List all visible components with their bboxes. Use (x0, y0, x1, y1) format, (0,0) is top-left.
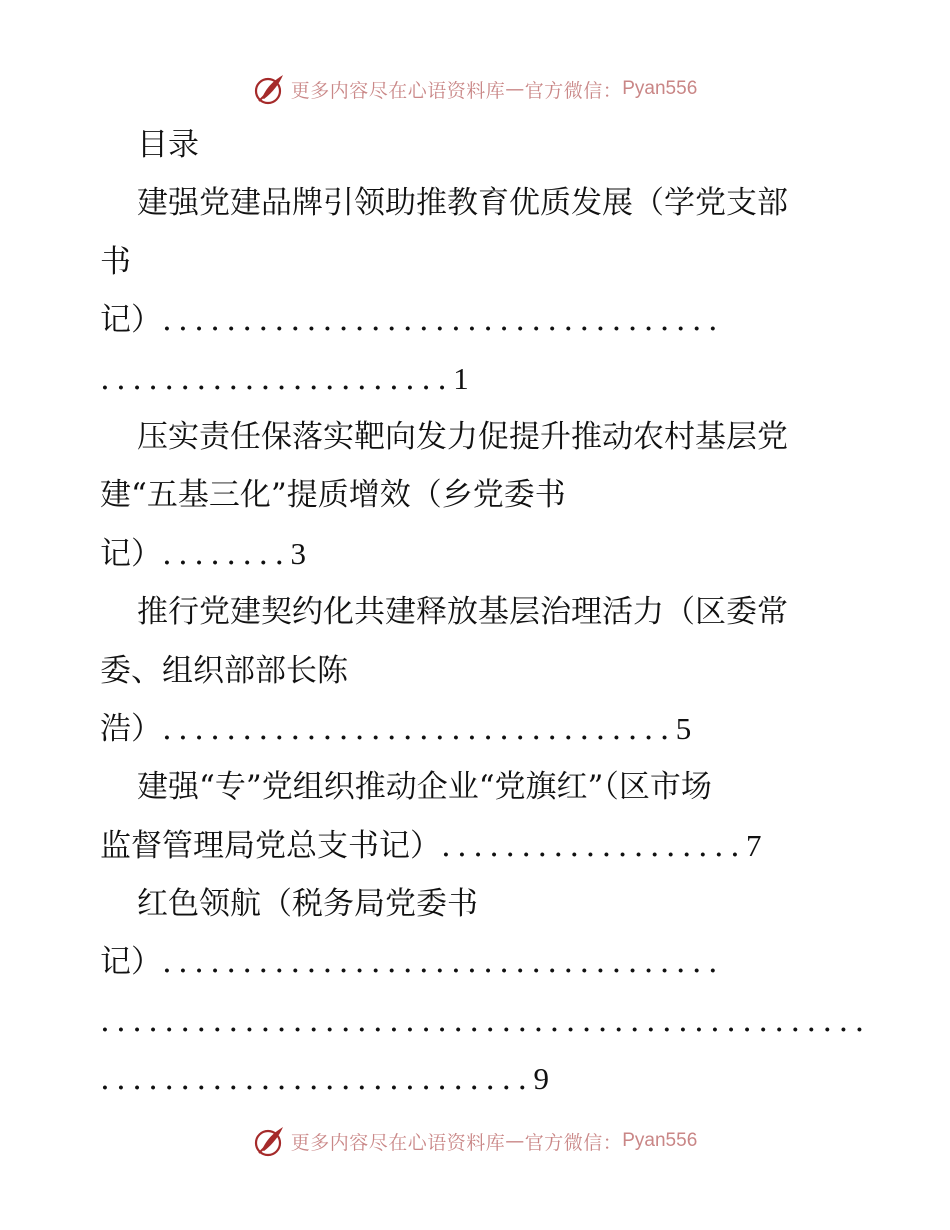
toc-entry-title: 记） (100, 535, 162, 572)
toc-entry-title: 书 (100, 243, 131, 280)
watermark-banner-bottom (0, 1124, 950, 1158)
toc-entry-title: 压实责任保落实靶向发力促提升推动农村基层党 (137, 418, 788, 455)
watermark-text: 更多内容尽在心语资料库 (290, 79, 506, 102)
watermark-separator: — (505, 1130, 525, 1152)
watermark-text: 更多内容尽在心语资料库 (290, 1131, 506, 1154)
toc-page-number: 9 (533, 1061, 549, 1097)
toc-page-number: 3 (290, 535, 306, 571)
toc-entry-3[interactable] (100, 583, 852, 758)
toc-entry-title: 监督管理局党总支书记） (100, 827, 441, 864)
toc-entry-5[interactable] (100, 875, 871, 1109)
toc-leader-dots: ................................... (162, 302, 724, 339)
toc-entry-title: 记） (100, 302, 162, 339)
toc-entry-title: 建“五基三化”提质增效（乡党委书 (100, 477, 566, 514)
toc-leader-dots: ................................... (162, 944, 724, 981)
watermark-wechat-id: Pyan556 (622, 78, 698, 99)
toc-page-number: 7 (746, 827, 762, 863)
watermark-wechat-label: 官方微信： (524, 79, 623, 102)
toc-leader-dots: ................................................ (100, 1002, 871, 1039)
quill-pen-logo-icon (253, 72, 285, 106)
quill-pen-logo-icon (253, 1124, 285, 1158)
toc-leader-dots: ................................ (162, 710, 676, 747)
toc-leader-dots: ...................... (100, 360, 454, 397)
toc-entry-title: 红色领航（税务局党委书 (137, 886, 478, 923)
toc-entry-title: 推行党建契约化共建释放基层治理活力（区委常 (137, 594, 788, 631)
watermark-wechat-id: Pyan556 (622, 1130, 698, 1151)
toc-leader-dots: ........................... (100, 1061, 534, 1098)
toc-entry-4[interactable] (100, 758, 852, 875)
toc-page-number: 5 (675, 710, 692, 746)
table-of-contents (100, 116, 871, 1109)
watermark-separator: — (505, 78, 525, 100)
watermark-wechat-label: 官方微信： (524, 1131, 623, 1154)
toc-entry-title: 建强党建品牌引领助推教育优质发展（学党支部 (137, 185, 788, 222)
toc-heading: 目录 (137, 127, 199, 163)
watermark-banner-top (0, 72, 950, 106)
toc-entry-title: 浩） (100, 710, 162, 747)
toc-entry-2[interactable] (100, 408, 852, 583)
toc-entry-1[interactable] (100, 174, 852, 408)
toc-entry-title: 委、组织部部长陈 (100, 652, 348, 689)
toc-leader-dots: ................... (441, 827, 747, 864)
toc-entry-title: 记） (100, 944, 162, 981)
toc-entry-title: 建强“专”党组织推动企业“党旗红”（区市场 (137, 769, 712, 806)
toc-leader-dots: ........ (162, 535, 291, 572)
toc-page-number: 1 (453, 360, 469, 396)
